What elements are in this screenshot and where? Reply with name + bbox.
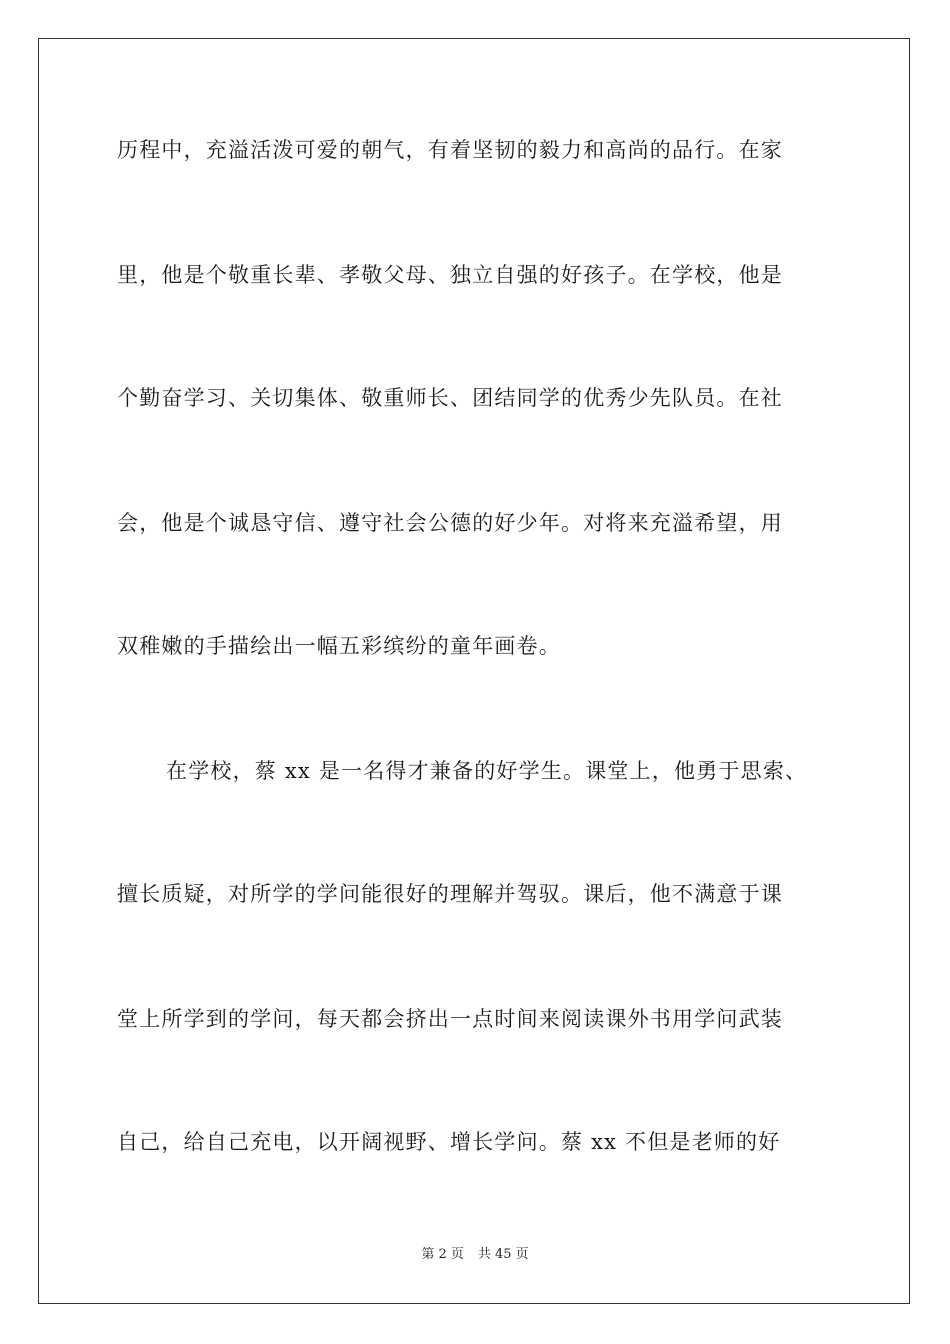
text-line: 里，他是个敬重长辈、孝敬父母、独立自强的好孩子。在学校，他是 <box>117 263 783 287</box>
page-footer <box>0 1246 950 1264</box>
text-line: 历程中，充溢活泼可爱的朝气，有着坚韧的毅力和高尚的品行。在家 <box>117 138 783 162</box>
text-line: 自己，给自己充电，以开阔视野、增长学问。蔡 xx 不但是老师的好 <box>117 1130 781 1154</box>
text-line: 双稚嫩的手描绘出一幅五彩缤纷的童年画卷。 <box>117 634 561 658</box>
paragraph-first-line: 在学校，蔡 xx 是一名得才兼备的好学生。课堂上，他勇于思索、 <box>166 759 808 783</box>
page-total: 共 45 页 <box>477 1247 529 1262</box>
text-line: 擅长质疑，对所学的学问能很好的理解并驾驭。课后，他不满意于课 <box>117 882 783 906</box>
text-line: 会，他是个诚恳守信、遵守社会公德的好少年。对将来充溢希望，用 <box>117 511 783 535</box>
text-line: 堂上所学到的学问，每天都会挤出一点时间来阅读课外书用学问武装 <box>117 1007 783 1031</box>
page-number: 第 2 页 <box>421 1247 464 1262</box>
page-border <box>38 38 910 1304</box>
text-line: 个勤奋学习、关切集体、敬重师长、团结同学的优秀少先队员。在社 <box>117 386 783 410</box>
